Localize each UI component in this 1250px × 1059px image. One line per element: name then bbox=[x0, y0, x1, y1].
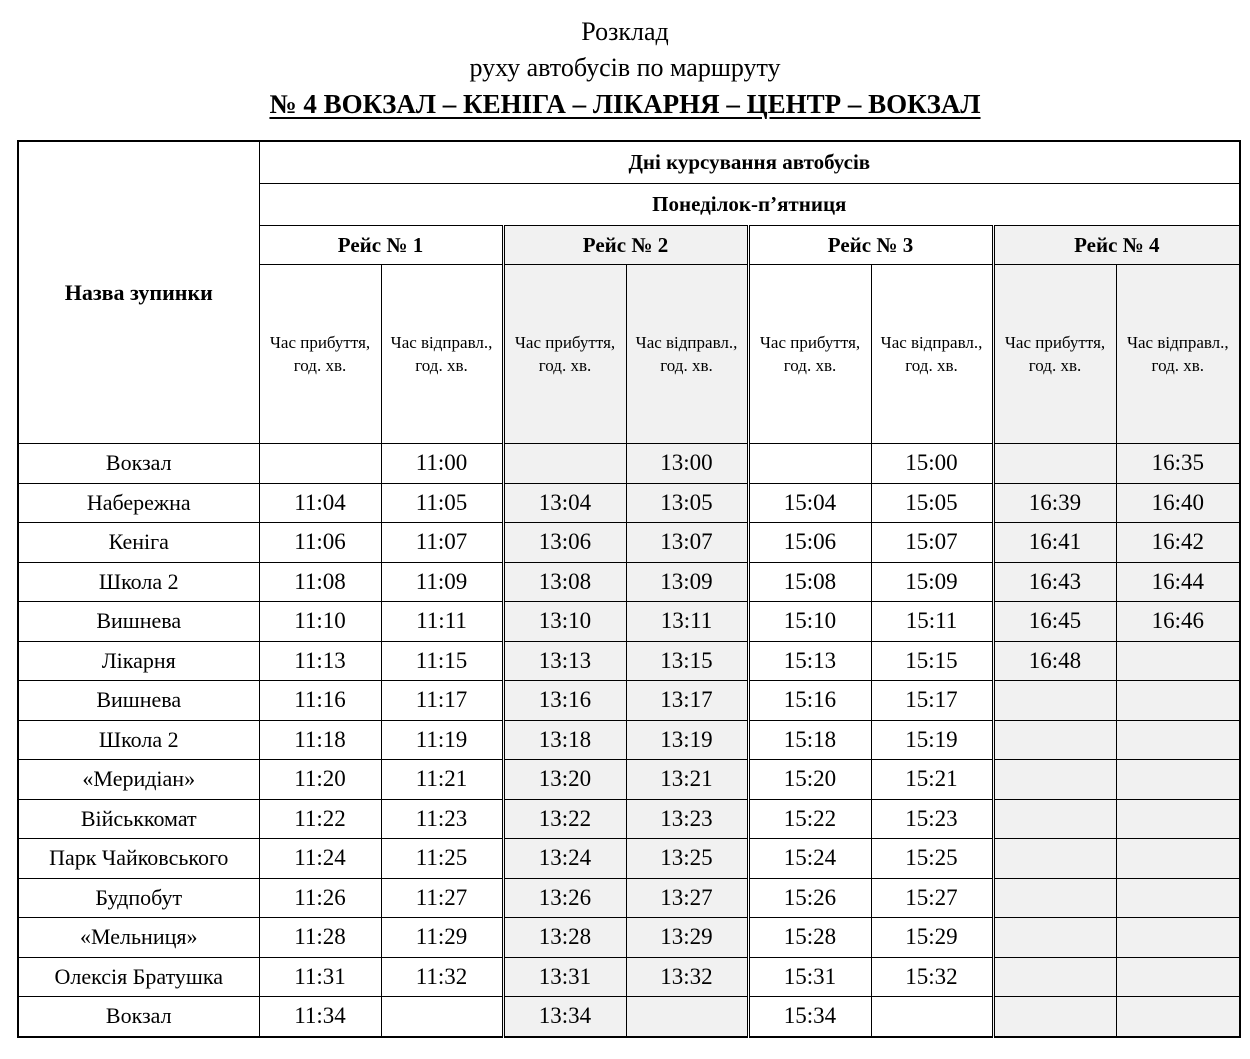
arrival-time-cell: 15:31 bbox=[748, 957, 871, 997]
stop-name: «Меридіан» bbox=[18, 760, 259, 800]
stop-name: Вокзал bbox=[18, 997, 259, 1037]
departure-time-cell: 13:29 bbox=[626, 918, 748, 958]
arrival-time-cell: 15:24 bbox=[748, 839, 871, 879]
table-row bbox=[18, 720, 1240, 760]
arrival-time-cell bbox=[993, 444, 1116, 484]
arrival-time-header: Час прибуття, год. хв. bbox=[993, 265, 1116, 444]
departure-time-cell: 16:44 bbox=[1116, 562, 1240, 602]
departure-time-cell: 15:00 bbox=[871, 444, 993, 484]
arrival-time-cell: 16:45 bbox=[993, 602, 1116, 642]
departure-time-cell bbox=[1116, 799, 1240, 839]
departure-time-cell bbox=[1116, 957, 1240, 997]
table-row bbox=[18, 839, 1240, 879]
arrival-time-cell: 13:26 bbox=[503, 878, 626, 918]
arrival-time-cell: 13:18 bbox=[503, 720, 626, 760]
arrival-time-cell: 11:18 bbox=[259, 720, 381, 760]
departure-time-cell bbox=[1116, 878, 1240, 918]
departure-time-cell: 16:46 bbox=[1116, 602, 1240, 642]
departure-time-cell: 11:27 bbox=[381, 878, 503, 918]
table-row bbox=[18, 918, 1240, 958]
arrival-time-cell: 13:10 bbox=[503, 602, 626, 642]
table-row bbox=[18, 997, 1240, 1037]
departure-time-cell: 13:15 bbox=[626, 641, 748, 681]
arrival-time-cell: 11:04 bbox=[259, 483, 381, 523]
stop-name: Військкомат bbox=[18, 799, 259, 839]
arrival-time-cell bbox=[993, 720, 1116, 760]
departure-time-cell: 13:27 bbox=[626, 878, 748, 918]
arrival-time-cell: 16:48 bbox=[993, 641, 1116, 681]
trip-header-3: Рейс № 3 bbox=[748, 226, 993, 265]
departure-time-cell: 11:32 bbox=[381, 957, 503, 997]
departure-time-cell: 11:15 bbox=[381, 641, 503, 681]
arrival-time-cell: 16:41 bbox=[993, 523, 1116, 563]
departure-time-cell: 15:09 bbox=[871, 562, 993, 602]
departure-time-cell: 16:40 bbox=[1116, 483, 1240, 523]
arrival-time-cell: 13:16 bbox=[503, 681, 626, 721]
table-row bbox=[18, 444, 1240, 484]
departure-time-cell: 13:23 bbox=[626, 799, 748, 839]
departure-time-cell bbox=[1116, 997, 1240, 1037]
departure-time-header: Час відправл., год. хв. bbox=[1116, 265, 1240, 444]
stop-name: Парк Чайковського bbox=[18, 839, 259, 879]
arrival-time-cell: 13:22 bbox=[503, 799, 626, 839]
departure-time-cell: 15:23 bbox=[871, 799, 993, 839]
arrival-time-cell: 15:22 bbox=[748, 799, 871, 839]
document-title: Розклад bbox=[581, 17, 669, 46]
arrival-time-cell: 11:06 bbox=[259, 523, 381, 563]
departure-time-cell: 13:00 bbox=[626, 444, 748, 484]
departure-time-cell bbox=[1116, 839, 1240, 879]
arrival-time-header: Час прибуття, год. хв. bbox=[748, 265, 871, 444]
departure-time-cell: 11:05 bbox=[381, 483, 503, 523]
arrival-time-cell: 15:18 bbox=[748, 720, 871, 760]
arrival-time-cell: 15:13 bbox=[748, 641, 871, 681]
departure-time-cell bbox=[626, 997, 748, 1037]
stop-name: Кеніга bbox=[18, 523, 259, 563]
departure-time-cell: 13:21 bbox=[626, 760, 748, 800]
departure-time-cell: 13:17 bbox=[626, 681, 748, 721]
arrival-time-cell bbox=[503, 444, 626, 484]
weekdays-header: Понеділок-п’ятниця bbox=[259, 184, 1240, 226]
departure-time-cell: 11:17 bbox=[381, 681, 503, 721]
departure-time-cell: 11:25 bbox=[381, 839, 503, 879]
stop-name: Олексія Братушка bbox=[18, 957, 259, 997]
departure-time-header: Час відправл., год. хв. bbox=[626, 265, 748, 444]
departure-time-cell: 11:09 bbox=[381, 562, 503, 602]
arrival-time-cell: 11:08 bbox=[259, 562, 381, 602]
arrival-time-cell: 11:24 bbox=[259, 839, 381, 879]
departure-time-cell: 16:42 bbox=[1116, 523, 1240, 563]
departure-time-cell: 13:09 bbox=[626, 562, 748, 602]
stop-name: Вишнева bbox=[18, 681, 259, 721]
departure-time-cell: 11:19 bbox=[381, 720, 503, 760]
arrival-time-cell: 11:28 bbox=[259, 918, 381, 958]
departure-time-cell bbox=[381, 997, 503, 1037]
arrival-time-cell bbox=[993, 760, 1116, 800]
arrival-time-cell bbox=[993, 799, 1116, 839]
arrival-time-cell: 15:28 bbox=[748, 918, 871, 958]
arrival-time-cell: 13:20 bbox=[503, 760, 626, 800]
arrival-time-cell: 11:16 bbox=[259, 681, 381, 721]
trip-header-2: Рейс № 2 bbox=[503, 226, 748, 265]
departure-time-cell: 11:07 bbox=[381, 523, 503, 563]
arrival-time-cell: 13:13 bbox=[503, 641, 626, 681]
trip-header-1: Рейс № 1 bbox=[259, 226, 503, 265]
departure-time-cell: 15:27 bbox=[871, 878, 993, 918]
departure-time-cell: 13:07 bbox=[626, 523, 748, 563]
arrival-time-cell: 13:24 bbox=[503, 839, 626, 879]
departure-time-header: Час відправл., год. хв. bbox=[381, 265, 503, 444]
arrival-time-cell: 16:43 bbox=[993, 562, 1116, 602]
departure-time-cell: 15:05 bbox=[871, 483, 993, 523]
trip-header-4: Рейс № 4 bbox=[993, 226, 1240, 265]
stop-name: Школа 2 bbox=[18, 720, 259, 760]
stop-name: Вокзал bbox=[18, 444, 259, 484]
departure-time-cell bbox=[1116, 681, 1240, 721]
arrival-time-cell: 15:20 bbox=[748, 760, 871, 800]
document-header bbox=[0, 14, 1250, 122]
route-name: № 4 ВОКЗАЛ – КЕНІГА – ЛІКАРНЯ – ЦЕНТР – ВОКЗАЛ bbox=[269, 89, 981, 119]
table-row bbox=[18, 957, 1240, 997]
arrival-time-cell: 11:34 bbox=[259, 997, 381, 1037]
document-subtitle: руху автобусів по маршруту bbox=[469, 53, 781, 82]
schedule-table bbox=[17, 140, 1241, 1038]
table-row bbox=[18, 523, 1240, 563]
arrival-time-cell: 15:34 bbox=[748, 997, 871, 1037]
arrival-time-cell: 15:04 bbox=[748, 483, 871, 523]
departure-time-cell: 16:35 bbox=[1116, 444, 1240, 484]
arrival-time-cell: 15:08 bbox=[748, 562, 871, 602]
departure-time-cell: 15:17 bbox=[871, 681, 993, 721]
table-row bbox=[18, 483, 1240, 523]
stop-name-header: Назва зупинки bbox=[18, 141, 259, 444]
departure-time-cell bbox=[871, 997, 993, 1037]
arrival-time-cell bbox=[993, 957, 1116, 997]
departure-time-cell: 15:29 bbox=[871, 918, 993, 958]
departure-time-cell: 15:32 bbox=[871, 957, 993, 997]
arrival-time-cell: 11:22 bbox=[259, 799, 381, 839]
departure-time-cell: 13:05 bbox=[626, 483, 748, 523]
arrival-time-cell bbox=[993, 681, 1116, 721]
arrival-time-header: Час прибуття, год. хв. bbox=[503, 265, 626, 444]
departure-time-cell bbox=[1116, 760, 1240, 800]
departure-time-cell bbox=[1116, 720, 1240, 760]
arrival-time-cell bbox=[259, 444, 381, 484]
departure-time-cell: 15:07 bbox=[871, 523, 993, 563]
departure-time-cell bbox=[1116, 918, 1240, 958]
arrival-time-cell: 11:20 bbox=[259, 760, 381, 800]
departure-time-cell: 15:25 bbox=[871, 839, 993, 879]
departure-time-cell: 11:11 bbox=[381, 602, 503, 642]
departure-time-cell: 11:21 bbox=[381, 760, 503, 800]
arrival-time-cell: 13:28 bbox=[503, 918, 626, 958]
arrival-time-cell: 15:10 bbox=[748, 602, 871, 642]
arrival-time-cell: 13:06 bbox=[503, 523, 626, 563]
table-row bbox=[18, 562, 1240, 602]
departure-time-cell: 15:11 bbox=[871, 602, 993, 642]
arrival-time-cell: 15:26 bbox=[748, 878, 871, 918]
table-row bbox=[18, 799, 1240, 839]
departure-time-cell bbox=[1116, 641, 1240, 681]
departure-time-cell: 11:29 bbox=[381, 918, 503, 958]
departure-time-cell: 11:23 bbox=[381, 799, 503, 839]
arrival-time-cell: 13:31 bbox=[503, 957, 626, 997]
departure-time-cell: 13:19 bbox=[626, 720, 748, 760]
arrival-time-cell: 11:10 bbox=[259, 602, 381, 642]
arrival-time-cell bbox=[748, 444, 871, 484]
departure-time-cell: 15:21 bbox=[871, 760, 993, 800]
table-row bbox=[18, 760, 1240, 800]
stop-name: Набережна bbox=[18, 483, 259, 523]
departure-time-cell: 15:19 bbox=[871, 720, 993, 760]
arrival-time-cell: 13:04 bbox=[503, 483, 626, 523]
arrival-time-cell: 11:31 bbox=[259, 957, 381, 997]
arrival-time-cell: 13:34 bbox=[503, 997, 626, 1037]
arrival-time-cell bbox=[993, 878, 1116, 918]
stop-name: Лікарня bbox=[18, 641, 259, 681]
arrival-time-cell: 13:08 bbox=[503, 562, 626, 602]
arrival-time-cell: 15:16 bbox=[748, 681, 871, 721]
departure-time-cell: 15:15 bbox=[871, 641, 993, 681]
table-row bbox=[18, 878, 1240, 918]
arrival-time-cell bbox=[993, 997, 1116, 1037]
arrival-time-cell: 11:26 bbox=[259, 878, 381, 918]
stop-name: Вишнева bbox=[18, 602, 259, 642]
stop-name: Школа 2 bbox=[18, 562, 259, 602]
departure-time-cell: 11:00 bbox=[381, 444, 503, 484]
departure-time-cell: 13:32 bbox=[626, 957, 748, 997]
departure-time-cell: 13:25 bbox=[626, 839, 748, 879]
days-header: Дні курсування автобусів bbox=[259, 141, 1240, 184]
departure-time-cell: 13:11 bbox=[626, 602, 748, 642]
table-row bbox=[18, 681, 1240, 721]
arrival-time-cell: 11:13 bbox=[259, 641, 381, 681]
departure-time-header: Час відправл., год. хв. bbox=[871, 265, 993, 444]
arrival-time-cell bbox=[993, 839, 1116, 879]
arrival-time-header: Час прибуття, год. хв. bbox=[259, 265, 381, 444]
table-row bbox=[18, 641, 1240, 681]
arrival-time-cell bbox=[993, 918, 1116, 958]
arrival-time-cell: 16:39 bbox=[993, 483, 1116, 523]
table-row bbox=[18, 602, 1240, 642]
arrival-time-cell: 15:06 bbox=[748, 523, 871, 563]
stop-name: «Мельниця» bbox=[18, 918, 259, 958]
stop-name: Будпобут bbox=[18, 878, 259, 918]
